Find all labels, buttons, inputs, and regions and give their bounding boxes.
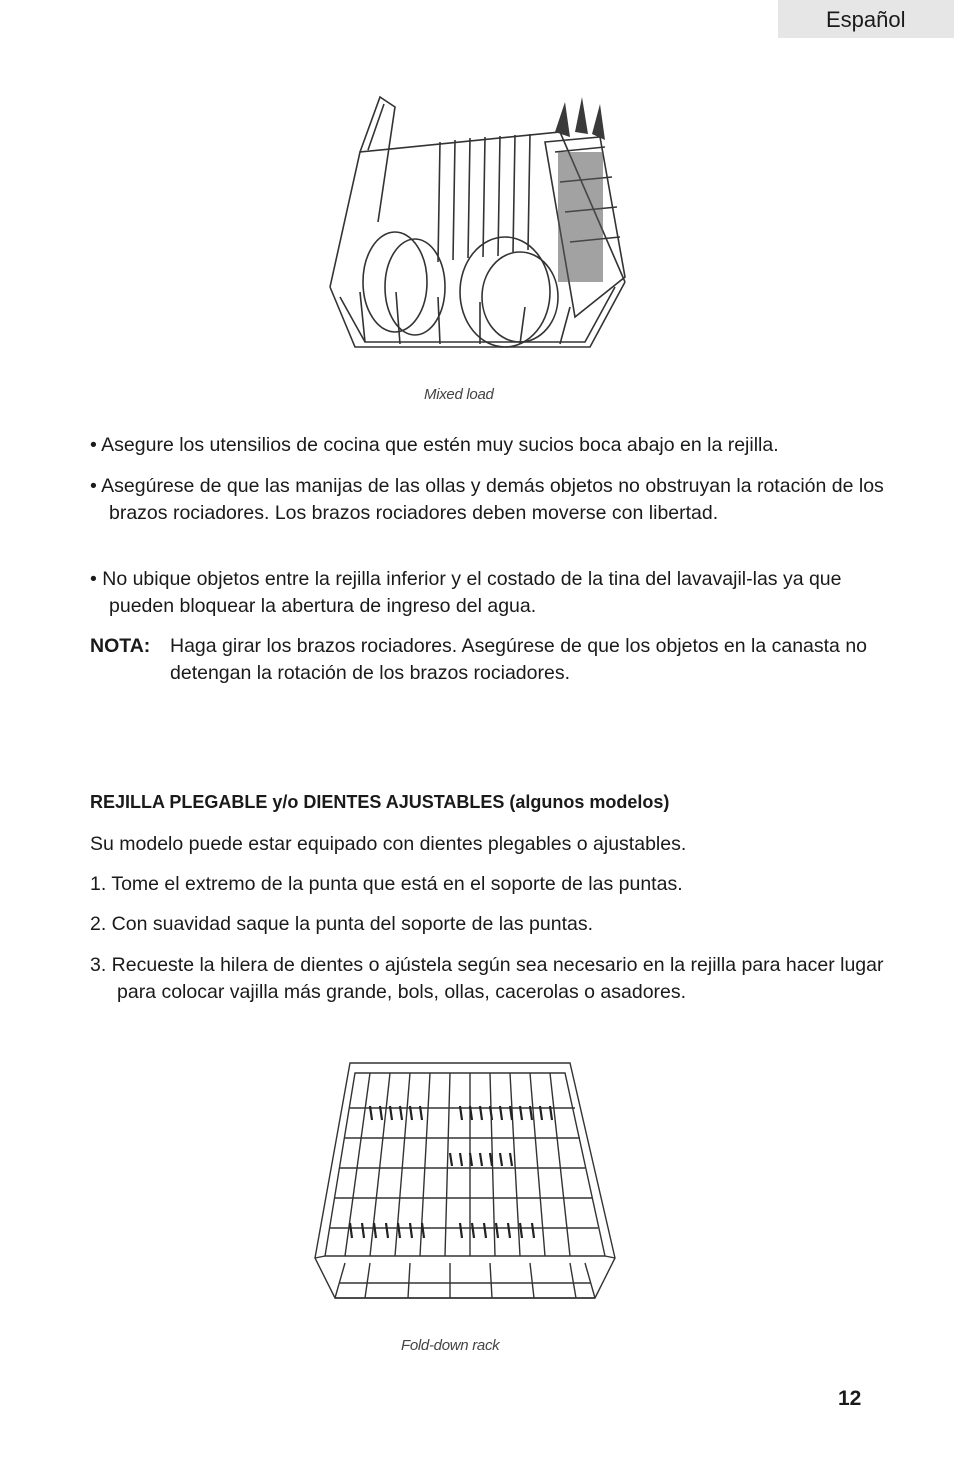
step-item: 2. Con suavidad saque la punta del soporte de las puntas. xyxy=(90,913,594,935)
mixed-load-rack-illustration xyxy=(320,92,640,357)
bullet-item: • Asegúrese de que las manijas de las ollas y demás objetos no obstruyan la rotación de los brazos rociadores. Los brazos rociadores deben moverse con libertad. xyxy=(90,475,884,524)
page-number: 12 xyxy=(838,1387,862,1410)
section-intro: Su modelo puede estar equipado con dientes plegables o ajustables. xyxy=(90,833,687,855)
figure-caption: Mixed load xyxy=(424,386,494,403)
note xyxy=(90,633,870,684)
note-text: Haga girar los brazos rociadores. Asegúrese de que los objetos en la canasta no detengan la rotación de los brazos rociadores. xyxy=(170,635,868,684)
step-item: 3. Recueste la hilera de dientes o ajústela según sea necesario en la rejilla para hacer lugar para colocar vajilla más grande, bols, ollas, cacerolas o asadores. xyxy=(90,954,884,1003)
step-item: 1. Tome el extremo de la punta que está en el soporte de las puntas. xyxy=(90,873,683,895)
section-heading: REJILLA PLEGABLE y/o DIENTES AJUSTABLES (algunos modelos) xyxy=(90,792,670,812)
note-label: NOTA: xyxy=(90,635,151,657)
bullet-item: • No ubique objetos entre la rejilla inferior y el costado de la tina del lavavajil-las ya que pueden bloquear la abertura de ingreso del agua. xyxy=(90,568,842,617)
bullet-item: • Asegure los utensilios de cocina que estén muy sucios boca abajo en la rejilla. xyxy=(90,434,779,456)
fold-down-rack-illustration xyxy=(310,1058,620,1308)
language-tab: Español xyxy=(778,0,954,38)
figure-caption: Fold-down rack xyxy=(401,1337,500,1354)
